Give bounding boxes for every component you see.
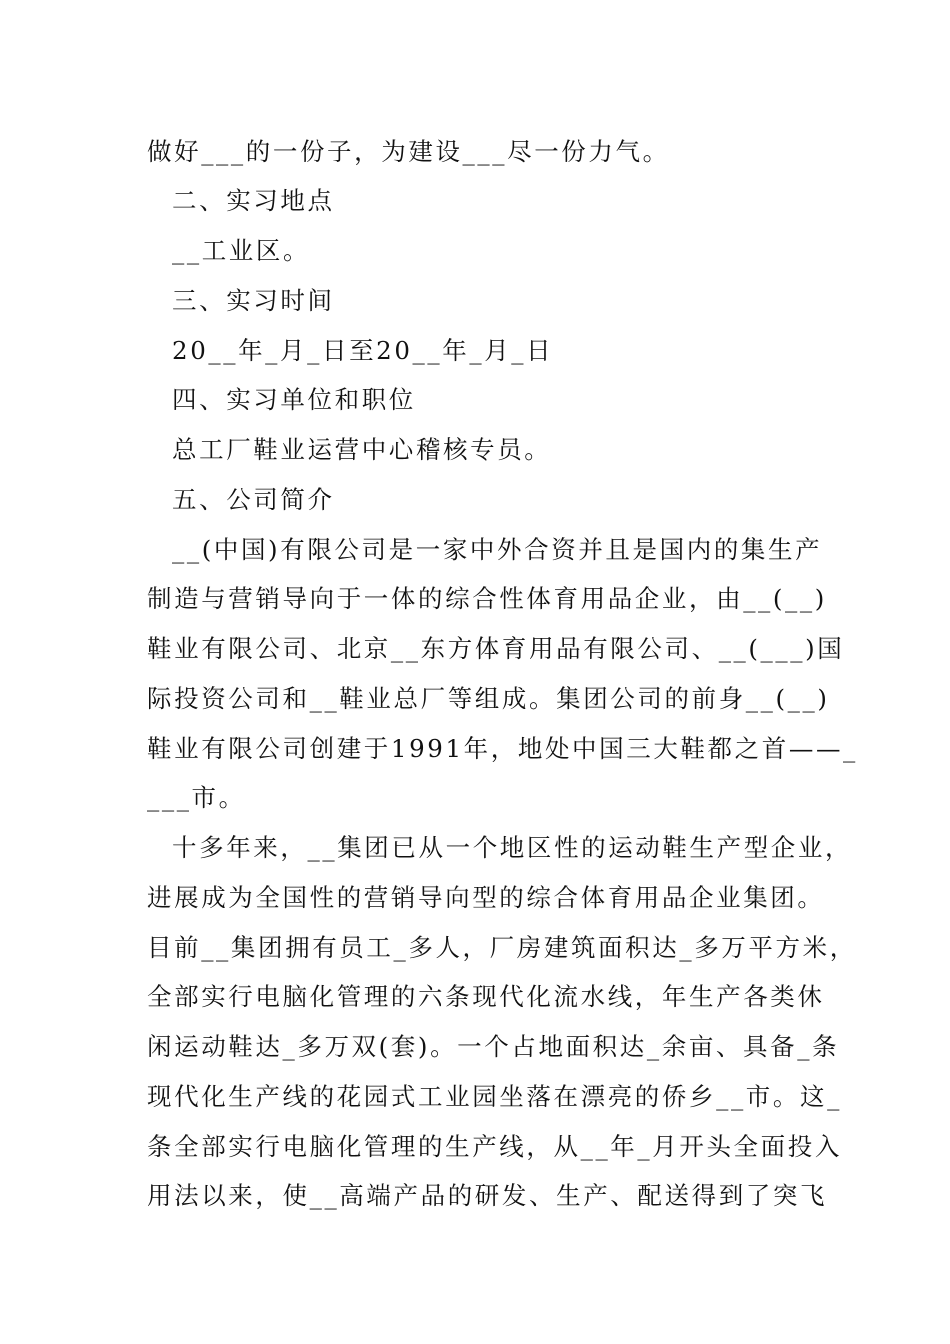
- paragraph-line: __(中国)有限公司是一家中外合资并且是国内的集生产: [172, 535, 823, 564]
- text-line: __工业区。: [172, 236, 311, 265]
- paragraph-line: 鞋业有限公司、北京__东方体育用品有限公司、__(___)国: [147, 634, 845, 663]
- section-heading-unit: 四、实习单位和职位: [172, 385, 416, 414]
- paragraph-line: 现代化生产线的花园式工业园坐落在漂亮的侨乡__市。这_: [147, 1082, 842, 1111]
- section-heading-location: 二、实习地点: [172, 186, 335, 215]
- text-line: 总工厂鞋业运营中心稽核专员。: [172, 435, 552, 464]
- text-line: 做好___的一份子，为建设___尽一份力气。: [147, 137, 670, 166]
- paragraph-line: 目前__集团拥有员工_多人，厂房建筑面积达_多万平方米，: [147, 933, 857, 962]
- paragraph-line: 条全部实行电脑化管理的生产线，从__年_月开头全面投入: [147, 1132, 842, 1161]
- paragraph-line: 进展成为全国性的营销导向型的综合体育用品企业集团。: [147, 883, 825, 912]
- paragraph-line: 闲运动鞋达_多万双(套)。一个占地面积达_余亩、具备_条: [147, 1032, 840, 1061]
- section-heading-company: 五、公司简介: [172, 485, 335, 514]
- paragraph-line: 用法以来，使__高端产品的研发、生产、配送得到了突飞: [147, 1181, 828, 1210]
- paragraph-line: 鞋业有限公司创建于1991年，地处中国三大鞋都之首——_: [147, 734, 858, 763]
- section-heading-time: 三、实习时间: [172, 286, 335, 315]
- paragraph-line: 制造与营销导向于一体的综合性体育用品企业，由__(__): [147, 584, 827, 613]
- paragraph-line: 全部实行电脑化管理的六条现代化流水线，年生产各类休: [147, 982, 825, 1011]
- paragraph-line: 际投资公司和__鞋业总厂等组成。集团公司的前身__(__): [147, 684, 830, 713]
- paragraph-line: ___市。: [147, 783, 246, 812]
- paragraph-line: 十多年来，__集团已从一个地区性的运动鞋生产型企业，: [172, 833, 853, 862]
- text-line: 20__年_月_日至20__年_月_日: [172, 336, 554, 365]
